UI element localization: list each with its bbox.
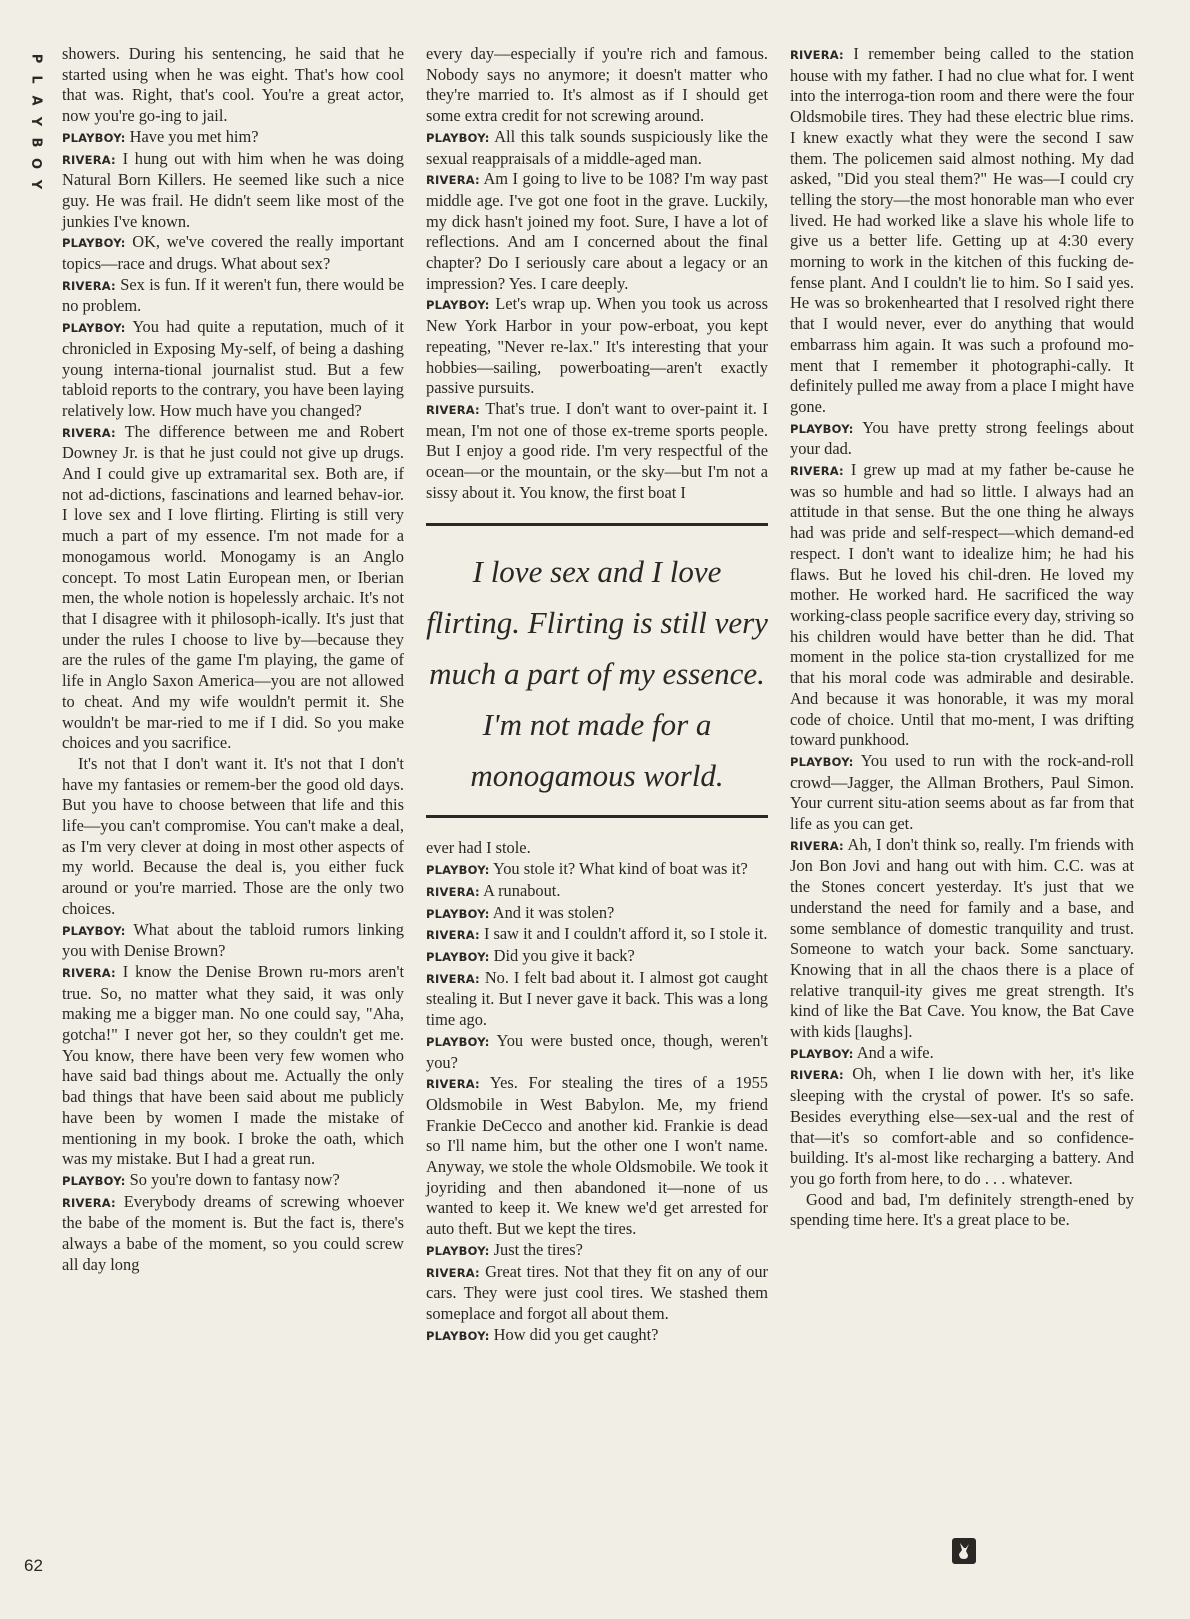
- pull-quote-line: much a part of my essence.: [429, 656, 765, 692]
- paragraph: [790, 1064, 1134, 1189]
- speaker-label: PLAYBOY:: [790, 1046, 854, 1061]
- paragraph-text: I hung out with him when he was doing Natural Born Killers. He seemed like such a nice guy. He was frail. He didn't seem like most of the junkies I've known.: [62, 148, 404, 231]
- paragraph: [426, 924, 768, 946]
- speaker-label: RIVERA:: [790, 838, 844, 853]
- paragraph: [62, 232, 404, 274]
- paragraph: [426, 881, 768, 903]
- logo-letter: P: [28, 53, 44, 64]
- paragraph: [426, 838, 768, 859]
- speaker-label: PLAYBOY:: [62, 236, 126, 251]
- paragraph: [790, 751, 1134, 835]
- speaker-label: RIVERA:: [426, 1265, 480, 1280]
- column-2-bottom-text: [426, 838, 768, 1346]
- paragraph: [426, 127, 768, 169]
- paragraph-text: ever had I stole.: [426, 838, 531, 858]
- paragraph-text: I saw it and I couldn't afford it, so I stole it.: [483, 924, 768, 944]
- paragraph-text: No. I felt bad about it. I almost got caught stealing it. But I never gave it back. This was a long time ago.: [426, 967, 768, 1030]
- paragraph-text: Good and bad, I'm definitely strength-ened by spending time here. It's a great place to be.: [790, 1189, 1134, 1230]
- bunny-end-mark-icon: [952, 1538, 976, 1564]
- paragraph-text: Great tires. Not that they fit on any of our cars. They were just cool tires. We stashed them someplace and forgot all about them.: [426, 1261, 768, 1323]
- paragraph: [426, 903, 768, 925]
- speaker-label: RIVERA:: [426, 1077, 480, 1092]
- paragraph-text: It's not that I don't want it. It's not that I don't have my fantasies or remem-ber the good old days. But you have to choose between that life and this life—you can't compromise. You can't make a deal, as I'm very clever at doing in most other aspects of my world. Because the deal is, you either fuck around or you're married. Those are the only two choices.: [62, 753, 404, 918]
- speaker-label: RIVERA:: [62, 1195, 116, 1210]
- text-column-2: [426, 44, 768, 1346]
- paragraph-text: The difference between me and Robert Downey Jr. is that he just could not give up drugs. And I could give up extramarital sex. Both are, if not ad-dictions, fascinations and learned behav-ior. I love sex and I love flirting. Flirting is still very much a part of my essence. I'm not made for a monogamous world. Monogamy is an Anglo concept. To most Latin European men, or Iberian men, the whole notion is hopelessly archaic. It's not that I disagree with it philosoph-ically. It's just that under the rules I choose to live by—because they are the rules of the game I'm playing, the game of life in Anglo Saxon America—you are not allowed to cheat. And my wife wouldn't permit it. She wouldn't be mar-ried to me if I did. So you make choices and you sacrifice.: [62, 421, 405, 753]
- paragraph-text: Am I going to live to be 108? I'm way past middle age. I've got one foot in the grave. Luckily, my dick hasn't joined my foot. Sure, I have a lot of reflections. And am I concerned about the final chapter? Do I seriously care about a legacy or an impression? Yes. I care deeply.: [426, 169, 768, 293]
- paragraph-text: Yes. For stealing the tires of a 1955 Oldsmobile in West Babylon. Me, my friend Frankie DeCecco and another kid. Frankie is dead so I'll name him, but the other one I won't name. Anyway, we stole the whole Oldsmobile. We took it joyriding and then abandoned it—none of us wanted to keep it. We knew we'd get arrested for auto theft. But we kept the tires.: [426, 1073, 768, 1239]
- speaker-label: RIVERA:: [426, 928, 480, 943]
- paragraph: [426, 399, 768, 504]
- paragraph-text: Have you met him?: [129, 126, 259, 146]
- vertical-magazine-logo: [26, 48, 46, 195]
- paragraph-text: That's true. I don't want to over-paint it. I mean, I'm not one of those ex-treme sports people. But I enjoy a good ride. I'm very respectful of the ocean—or the mountain, or the sky—but I'm not a sissy about it. You know, the first boat I: [426, 398, 768, 502]
- paragraph-text: And a wife.: [856, 1042, 934, 1062]
- speaker-label: PLAYBOY:: [790, 754, 854, 769]
- speaker-label: RIVERA:: [62, 152, 116, 167]
- speaker-label: PLAYBOY:: [790, 421, 854, 436]
- paragraph-text: You had quite a reputation, much of it chronicled in Exposing My-self, of being a dashing young interna-tional journalist stud. But a few tabloid reports to the contrary, you have been laying relatively low. How much have you changed?: [62, 317, 404, 420]
- paragraph-text: Oh, when I lie down with her, it's like sleeping with the crystal of power. It's so safe. Besides everything else—sex-ual and the rest of that—it's so comfort-able and so confidence-building. It's al-most like recharging a battery. And you go forth from here, to do . . . whatever.: [790, 1064, 1134, 1188]
- paragraph: [426, 1325, 768, 1347]
- speaker-label: PLAYBOY:: [62, 130, 126, 145]
- speaker-label: PLAYBOY:: [426, 906, 490, 921]
- speaker-label: PLAYBOY:: [426, 298, 490, 313]
- paragraph-text: Let's wrap up. When you took us across New York Harbor in your pow-erboat, you kept repeating, "Never re-lax." It's interesting that your hobbies—sailing, powerboating—aren't exactly passive pursuits.: [426, 294, 768, 398]
- paragraph: [790, 835, 1134, 1043]
- speaker-label: RIVERA:: [426, 884, 480, 899]
- paragraph-text: You used to run with the rock-and-roll crowd—Jagger, the Allman Brothers, Paul Simon. Your current situ-ation seems about as far from that life as you can get.: [790, 750, 1134, 834]
- speaker-label: RIVERA:: [426, 402, 480, 417]
- speaker-label: PLAYBOY:: [426, 863, 490, 878]
- logo-letter: B: [28, 137, 44, 148]
- paragraph-text: You have pretty strong feelings about your dad.: [790, 417, 1134, 459]
- speaker-label: RIVERA:: [426, 971, 480, 986]
- paragraph: [426, 1073, 768, 1240]
- logo-letter: Y: [28, 179, 44, 190]
- paragraph: [790, 44, 1134, 418]
- paragraph: [62, 275, 404, 317]
- paragraph-text: OK, we've covered the really important topics—race and drugs. What about sex?: [62, 232, 404, 274]
- logo-letter: A: [28, 95, 44, 106]
- paragraph: [426, 968, 768, 1031]
- paragraph: [62, 422, 404, 754]
- paragraph-text: I know the Denise Brown ru-mors aren't true. So, no matter what they said, it was only making me a bigger man. No one could say, "Aha, gotcha!" I never got her, so they couldn't get me. You know, there have been very few women who have said bad things about me. Actually the only bad things that have been said about me publicly have been by women I made the mistake of mentioning in my book. I broke the oath, which was my mistake. But I had a great run.: [62, 961, 404, 1169]
- paragraph-text: So you're down to fantasy now?: [129, 1169, 340, 1189]
- paragraph-text: Everybody dreams of screwing whoever the babe of the moment is. But the fact is, there's always a babe of the moment, so you could screw all day long: [62, 1191, 404, 1274]
- speaker-label: RIVERA:: [426, 173, 480, 188]
- paragraph: [62, 1170, 404, 1192]
- paragraph: [790, 1043, 1134, 1065]
- paragraph: [426, 946, 768, 968]
- text-column-1: [62, 44, 404, 1275]
- paragraph-text: What about the tabloid rumors linking you with Denise Brown?: [62, 919, 404, 961]
- speaker-label: PLAYBOY:: [426, 1243, 490, 1258]
- paragraph-text: All this talk sounds suspiciously like the sexual reappraisals of a middle-aged man.: [426, 126, 768, 168]
- speaker-label: RIVERA:: [62, 965, 116, 980]
- paragraph: [62, 962, 404, 1170]
- paragraph-text: Sex is fun. If it weren't fun, there would be no problem.: [62, 274, 404, 316]
- paragraph-text: How did you get caught?: [493, 1324, 659, 1344]
- paragraph: [426, 1262, 768, 1325]
- paragraph: [62, 317, 404, 422]
- paragraph-text: And it was stolen?: [492, 902, 615, 922]
- speaker-label: PLAYBOY:: [62, 321, 126, 336]
- speaker-label: PLAYBOY:: [426, 949, 490, 964]
- logo-letter: O: [28, 157, 44, 170]
- paragraph: [426, 294, 768, 399]
- paragraph: [426, 169, 768, 294]
- paragraph-text: Just the tires?: [493, 1239, 583, 1259]
- pull-quote-line: I love sex and I love: [472, 554, 722, 590]
- paragraph-text: Ah, I don't think so, really. I'm friends with Jon Bon Jovi and hang out with him. C.C. was at the Stones concert yesterday. It's just that we understand the need for family and a base, and some semblance of domestic tranquility and trust. Someone to watch your back. Some sanctuary. Knowing that in all the chaos there is a place of relative tranquil-ity gives me great strength. It's kind of like the Bat Cave. You know, the Bat Cave with kids [laughs].: [790, 834, 1134, 1042]
- paragraph-text: Did you give it back?: [493, 945, 635, 965]
- paragraph: [426, 1031, 768, 1073]
- text-column-3: [790, 44, 1134, 1231]
- paragraph: [790, 418, 1134, 460]
- speaker-label: PLAYBOY:: [426, 1328, 490, 1343]
- speaker-label: RIVERA:: [790, 464, 844, 479]
- pull-quote-line: monogamous world.: [470, 758, 724, 794]
- speaker-label: RIVERA:: [62, 425, 116, 440]
- paragraph-text: every day—especially if you're rich and famous. Nobody says no anymore; it doesn't matter who they're married to. It's almost as if I should get some extra credit for not screwing around.: [426, 44, 768, 126]
- speaker-label: RIVERA:: [790, 1068, 844, 1083]
- speaker-label: PLAYBOY:: [62, 923, 126, 938]
- speaker-label: RIVERA:: [62, 278, 116, 293]
- speaker-label: PLAYBOY:: [426, 1034, 490, 1049]
- pull-quote-line: flirting. Flirting is still very: [426, 605, 768, 641]
- speaker-label: PLAYBOY:: [426, 130, 490, 145]
- pull-quote: [426, 523, 768, 818]
- paragraph: [62, 1192, 404, 1276]
- paragraph-text: A runabout.: [483, 880, 561, 900]
- paragraph: [426, 44, 768, 127]
- speaker-label: PLAYBOY:: [62, 1173, 126, 1188]
- paragraph-text: You stole it? What kind of boat was it?: [493, 859, 748, 879]
- logo-letter: L: [28, 75, 44, 84]
- paragraph-text: showers. During his sentencing, he said that he started using when he was eight. That's how cool that was. Right, that's cool. You're a great actor, now you're go-ing to jail.: [62, 44, 404, 126]
- paragraph-text: I remember being called to the station house with my father. I had no clue what for. I went into the interroga-tion room and there were the four Oldsmobile tires. They had these electric blue rims. I knew exactly what they were the second I saw them. The policemen said almost nothing. My dad asked, "Did you steal them?" He was—I could cry telling the story—the most honorable man who ever lived. He had worked like a slave his whole life to give us a better life. Getting up at 4:30 every morning to work in the kitchen of this fucking de-fense plant. And I couldn't lie to him. So I said yes. He was so brokenhearted that I resolved right there that I would never, ever do anything that would embarrass him again. It was such a profound mo-ment that I remember it photographi-cally. It definitely pulled me away from a place I might have gone.: [790, 44, 1134, 416]
- paragraph: [62, 920, 404, 962]
- paragraph: [426, 1240, 768, 1262]
- paragraph-text: You were busted once, though, weren't you?: [426, 1030, 768, 1072]
- pull-quote-line: I'm not made for a: [482, 707, 712, 743]
- speaker-label: RIVERA:: [790, 48, 844, 62]
- paragraph: [62, 149, 404, 233]
- paragraph: [62, 754, 404, 920]
- paragraph-text: I grew up mad at my father be-cause he was so humble and had so little. I always had an attitude in that sense. But the one thing he always had was pride and self-respect—which demand-ed respect. I don't want to idealize him; he had his flaws. But he loved his chil-dren. He loved my mother. He worked hard. He sacrificed the way working-class people sacrifice every day, striving so his children would have better than he did. That moment in the police sta-tion crystallized for me that his moral code was admirable and desirable. And because it was honorable, it was my moral code of choice. Until that mo-ment, I was drifting toward punkhood.: [790, 460, 1134, 750]
- column-2-top-text: [426, 44, 768, 503]
- page-number: 62: [24, 1556, 43, 1575]
- paragraph: [790, 1190, 1134, 1231]
- logo-letter: Y: [28, 116, 44, 127]
- paragraph: [62, 44, 404, 127]
- paragraph: [790, 460, 1134, 751]
- paragraph: [426, 859, 768, 881]
- paragraph: [62, 127, 404, 149]
